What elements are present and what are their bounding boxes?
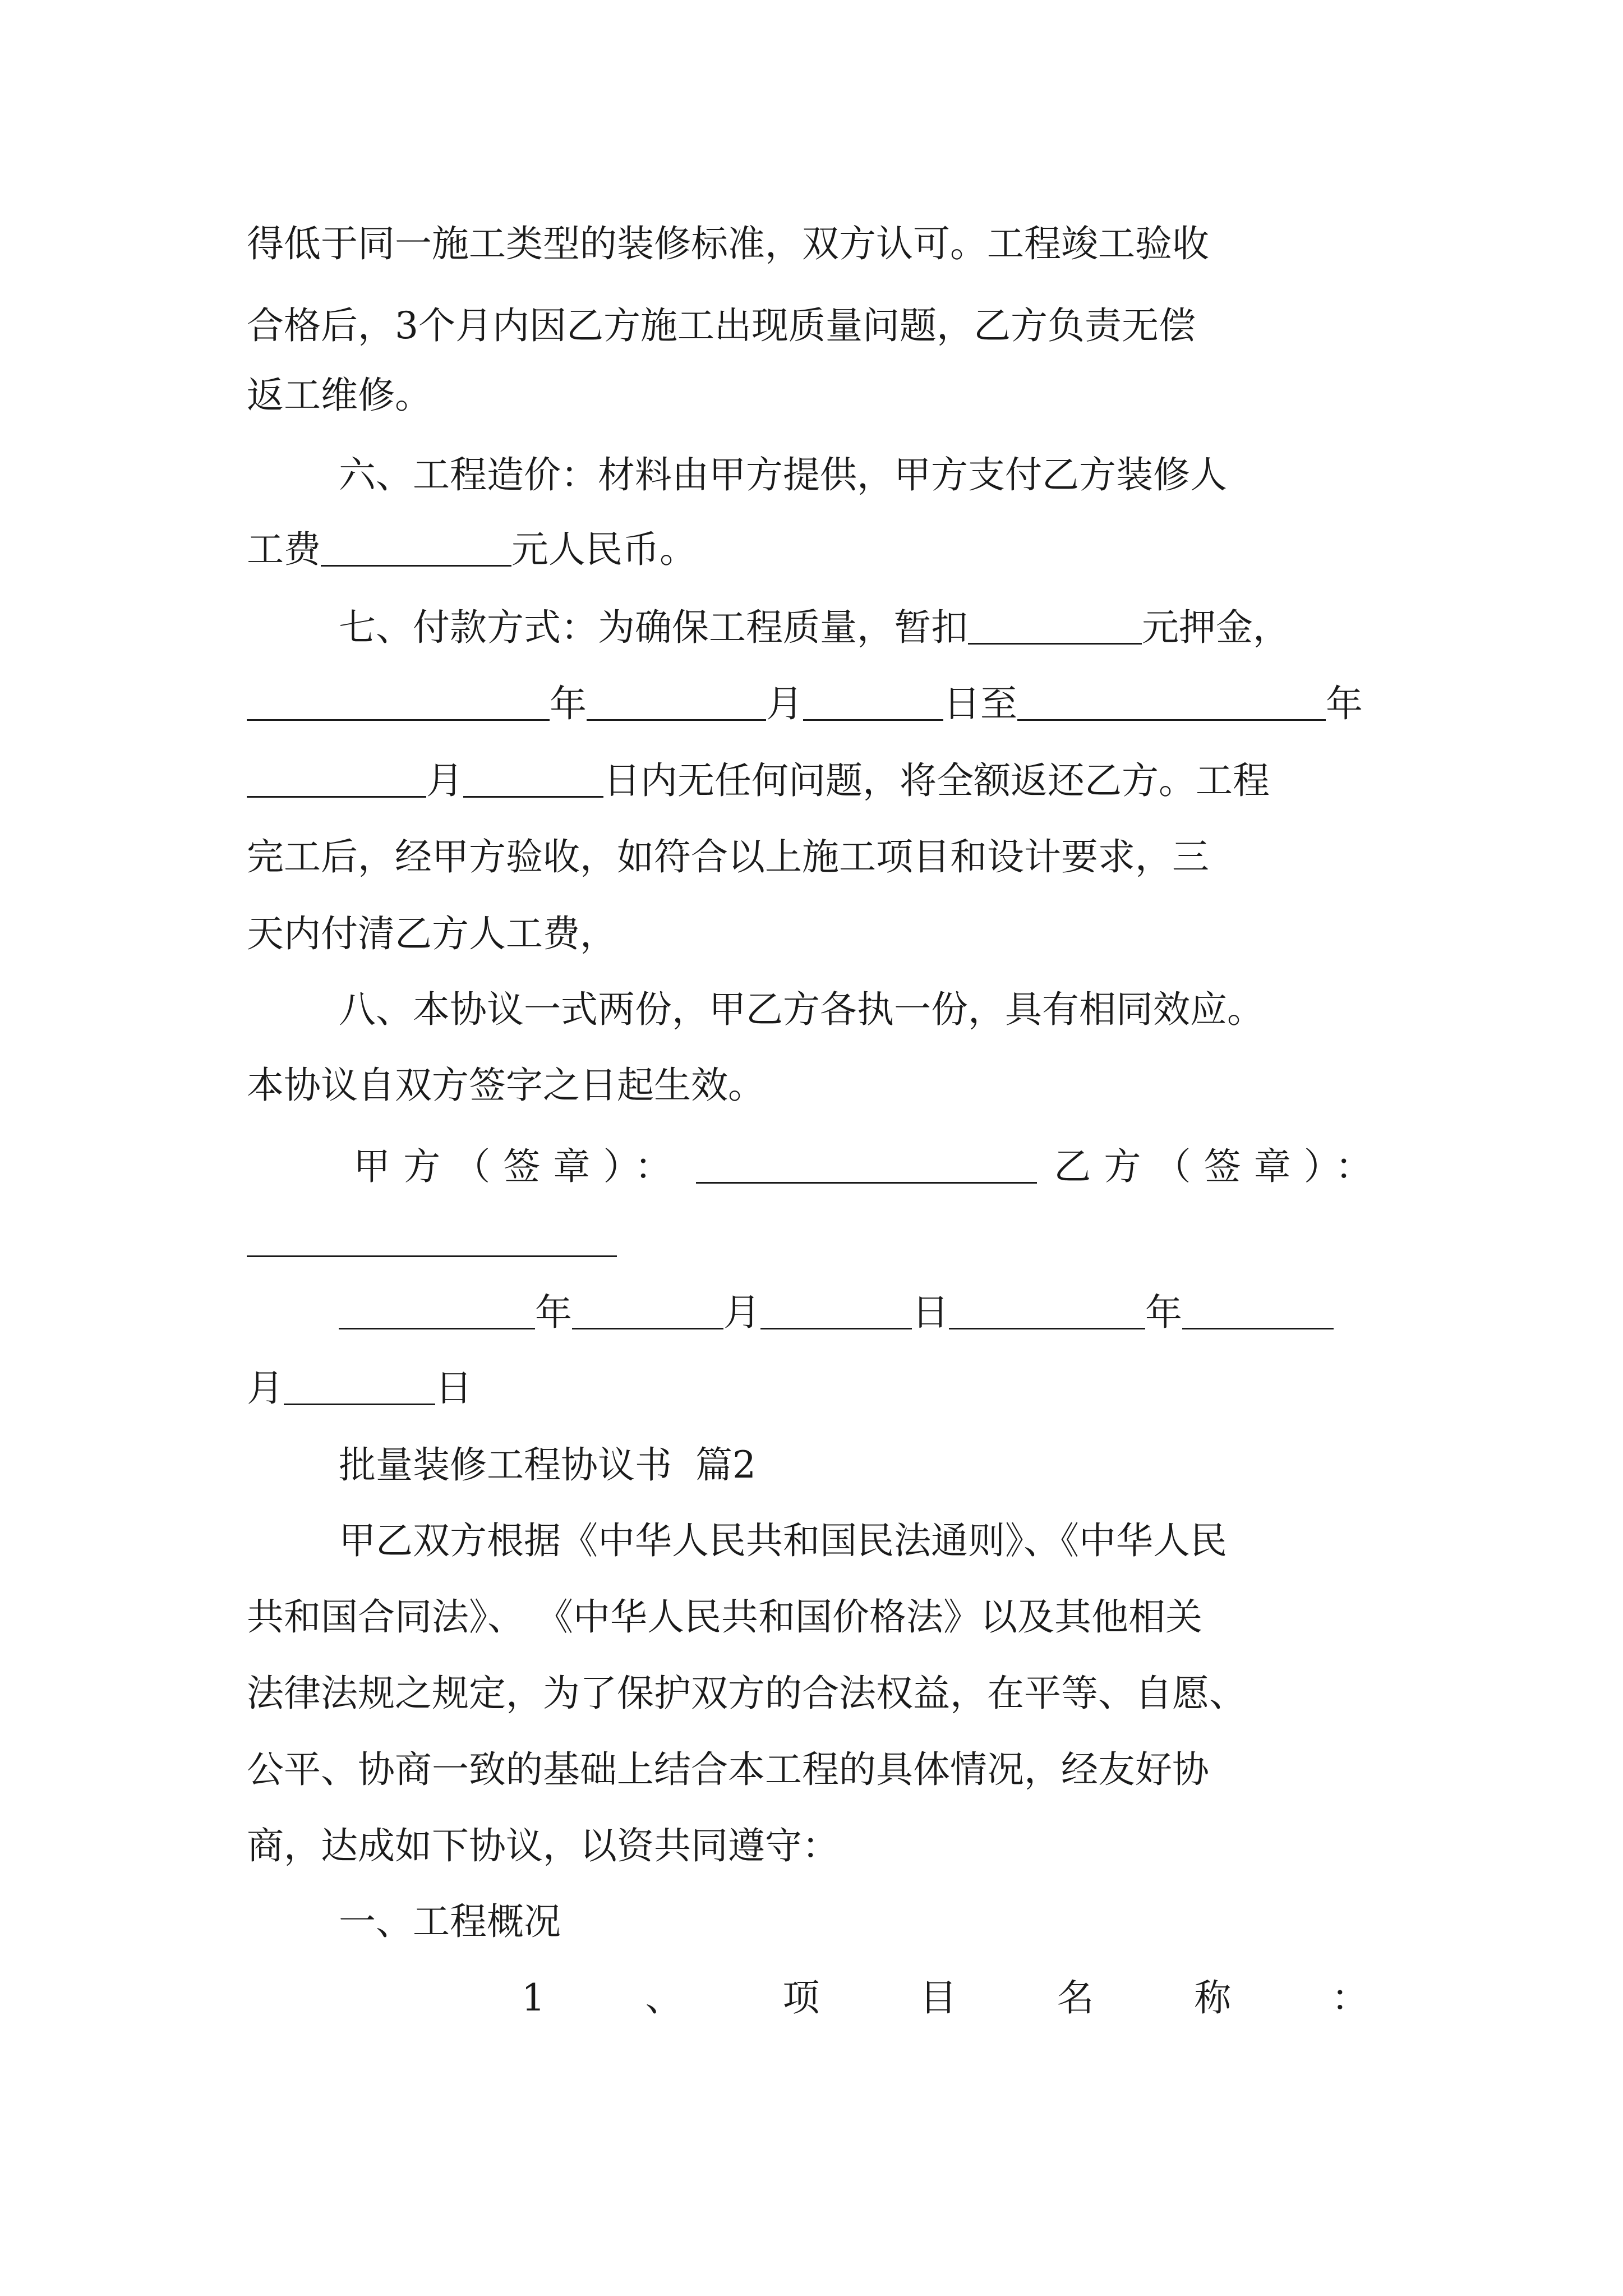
fill-in-blank — [463, 765, 603, 798]
text: 天内付清乙方人工费， — [247, 912, 617, 955]
text: 日 — [435, 1366, 472, 1410]
text: 返工维修。 — [247, 374, 432, 417]
text: 一、工程概况 — [339, 1900, 561, 1943]
text: 月 — [723, 1291, 760, 1334]
text: 月 — [766, 682, 803, 725]
fill-in-blank — [949, 1296, 1145, 1329]
text: 七、付款方式：为确保工程质量，暂扣 — [339, 606, 968, 649]
section-title — [339, 1434, 1385, 1496]
text-line — [247, 1055, 1385, 1116]
fill-in-blank — [247, 765, 426, 798]
text: 元押金， — [1142, 606, 1290, 649]
fill-in-blank — [284, 1372, 435, 1405]
text: 月 — [247, 1366, 284, 1410]
fill-in-blank — [321, 533, 511, 567]
text: 得低于同一施工类型的装修标准，双方认可。工程竣工验收 — [247, 222, 1209, 265]
text: 年 — [1145, 1291, 1182, 1334]
text-line — [247, 1586, 1385, 1648]
text: 甲乙双方根据《中华人民共和国民法通则》、《中华人民 — [339, 1519, 1227, 1562]
text-line — [247, 295, 1385, 357]
text-line — [339, 979, 1385, 1041]
text-line — [247, 1815, 1385, 1877]
text: 商，达成如下协议，以资共同遵守： — [247, 1824, 839, 1867]
signature-line — [353, 1136, 1385, 1198]
fill-in-blank — [696, 1151, 1038, 1184]
text: 年 — [1326, 682, 1363, 725]
fill-in-blank — [247, 688, 550, 721]
text: 日内无任何问题，将全额返还乙方。工程 — [603, 759, 1270, 802]
text: 八、本协议一式两份，甲乙方各执一份，具有相同效应。 — [339, 988, 1264, 1031]
text: 年 — [535, 1291, 572, 1334]
text-line — [339, 1510, 1385, 1572]
fill-in-blank — [1017, 688, 1326, 721]
text: 六、工程造价：材料由甲方提供，甲方支付乙方装修人 — [339, 453, 1227, 496]
text: 年 — [550, 682, 587, 725]
fill-in-blank — [572, 1296, 723, 1329]
text: 称 — [1194, 1976, 1232, 2019]
text: 法律法规之规定，为了保护双方的合法权益，在平等、自愿、 — [247, 1672, 1246, 1715]
item-line — [522, 1967, 1368, 2029]
text: 合格后，3个月内因乙方施工出现质量问题，乙方负责无偿 — [247, 304, 1196, 347]
text-line — [247, 673, 1385, 735]
text-line — [339, 444, 1385, 506]
text: 公平、协商一致的基础上结合本工程的具体情况，经友好协 — [247, 1748, 1209, 1791]
date-line — [339, 1282, 1385, 1343]
party-b-label: 乙方（签章）： — [1054, 1145, 1385, 1188]
text: 元人民币。 — [511, 528, 697, 571]
text: ： — [1331, 1976, 1368, 2019]
text: 、 — [645, 1976, 683, 2019]
fill-in-blank — [339, 1296, 535, 1329]
text: 月 — [426, 759, 463, 802]
text: 日 — [912, 1291, 949, 1334]
text: 1 — [522, 1976, 545, 2019]
text-line — [247, 903, 1385, 965]
text: 项 — [782, 1976, 820, 2019]
fill-in-blank — [760, 1296, 912, 1329]
text-line — [247, 213, 1385, 275]
text: 完工后，经甲方验收，如符合以上施工项目和设计要求，三 — [247, 835, 1209, 878]
fill-in-blank — [587, 688, 766, 721]
text: 本协议自双方签字之日起生效。 — [247, 1064, 765, 1107]
fill-in-blank — [1182, 1296, 1334, 1329]
fill-in-blank — [803, 688, 943, 721]
text-line — [247, 826, 1385, 888]
text-line — [247, 1739, 1385, 1801]
date-line — [247, 1358, 1385, 1419]
text: 共和国合同法》、 《中华人民共和国价格法》以及其他相关 — [247, 1595, 1202, 1639]
text-line — [247, 519, 1385, 581]
text-line — [247, 1663, 1385, 1724]
text-line — [247, 365, 1385, 426]
text: 目 — [919, 1976, 957, 2019]
text: 工费 — [247, 528, 321, 571]
text: 日至 — [943, 682, 1017, 725]
signature-blank — [247, 1255, 617, 1257]
fill-in-blank — [968, 611, 1142, 645]
text: 名 — [1057, 1976, 1094, 2019]
party-a-label: 甲方（签章）： — [353, 1145, 685, 1188]
text: 批量装修工程协议书 篇2 — [339, 1443, 756, 1487]
text-line — [247, 750, 1385, 812]
heading — [339, 1891, 1385, 1953]
text-line — [339, 597, 1385, 659]
